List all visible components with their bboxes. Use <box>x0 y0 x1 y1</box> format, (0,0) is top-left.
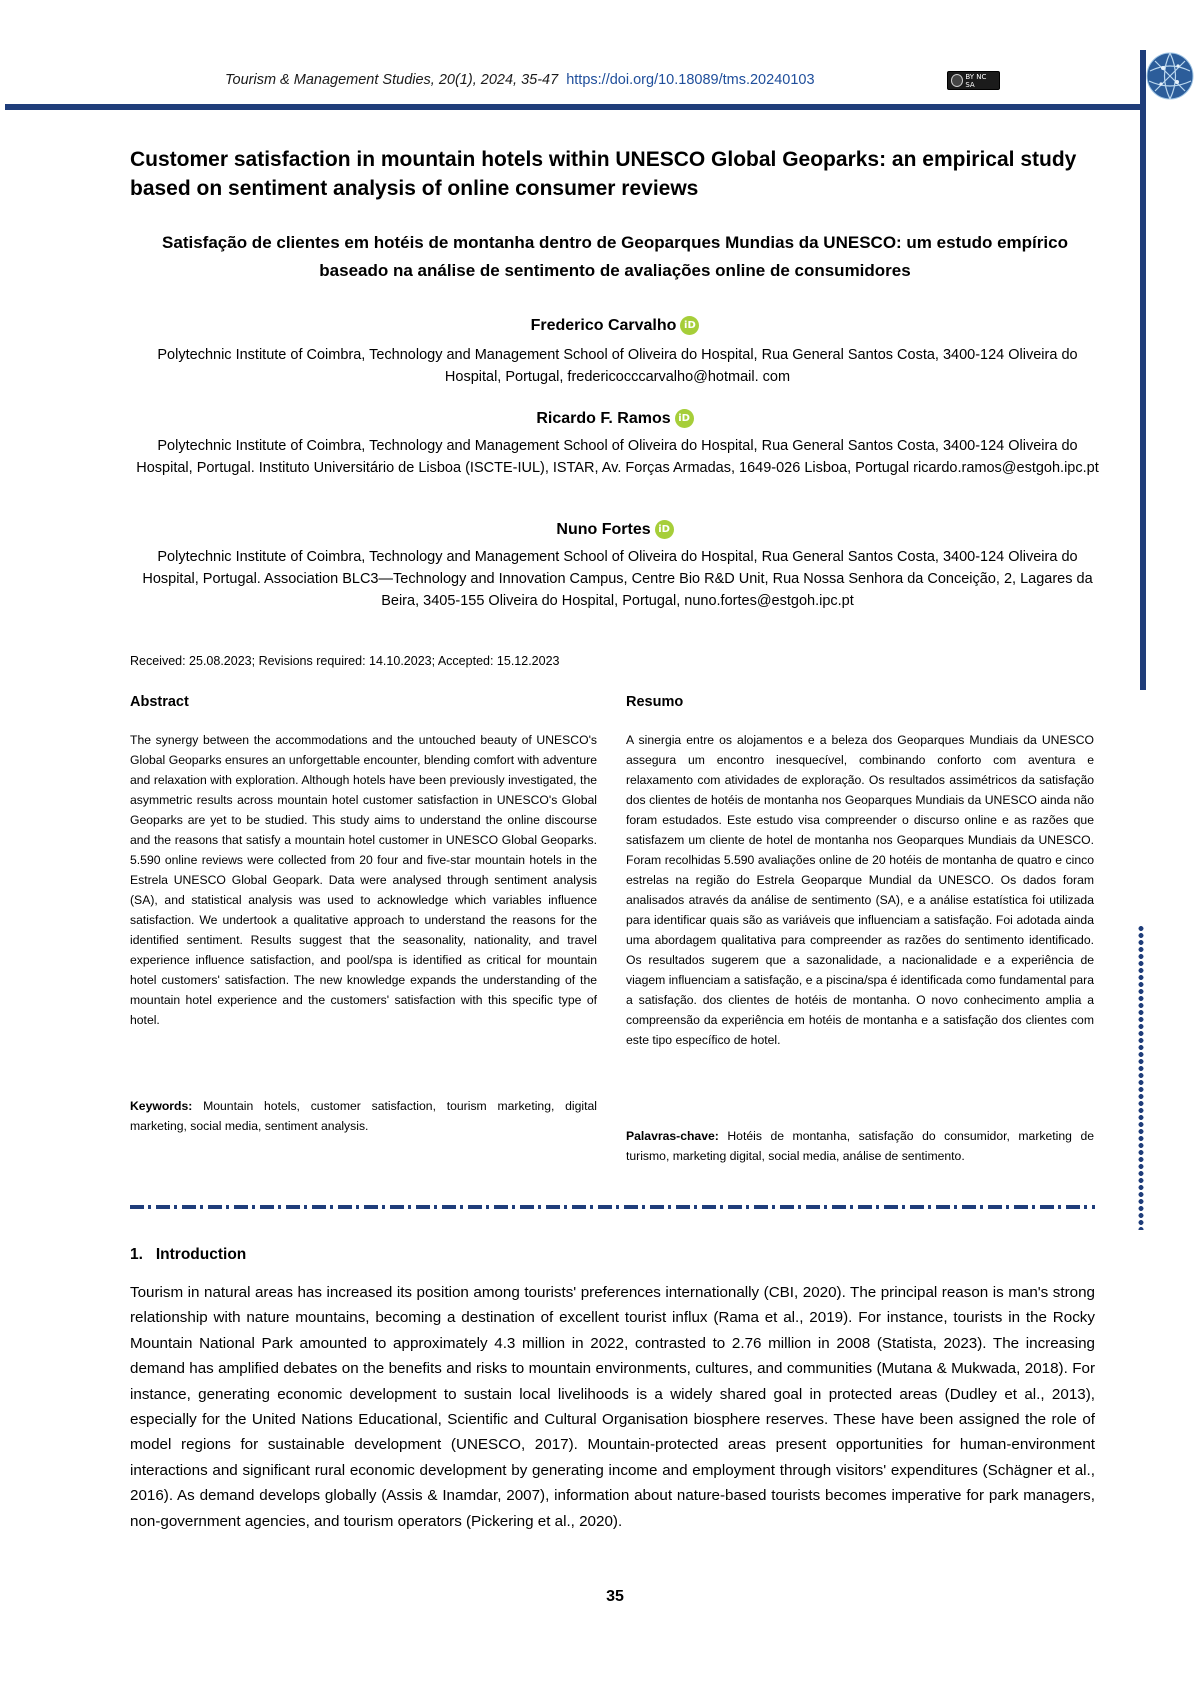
section-number: 1. <box>130 1246 143 1263</box>
abstract-heading: Abstract <box>130 694 189 710</box>
author-3-name: Nuno Fortes <box>556 521 651 538</box>
cc-license-icon[interactable] <box>947 71 1000 90</box>
palavras-chave <box>626 1126 1094 1166</box>
palavras-chave-text: Hotéis de montanha, satisfação do consumidor, marketing de turismo, marketing digital, social media, análise de sentimento. <box>626 1129 1095 1163</box>
author-name <box>0 316 1200 335</box>
paper-title: Customer satisfaction in mountain hotels within UNESCO Global Geoparks: an empirical study based on sentiment analysis of online consumer reviews <box>130 148 1077 200</box>
orcid-icon[interactable]: iD <box>680 316 699 335</box>
resumo-text: A sinergia entre os alojamentos e a beleza dos Geoparques Mundiais da UNESCO assegura um encontro inesquecível, combinando conforto com aventura e relaxamento com atividades de exploração. Os resultados assimétricos da satisfação dos clientes de hotéis de montanha nos Geoparques Mundiais da UNESCO ainda não foram estudados. Este estudo visa compreender o discurso online e as razões que satisfazem um cliente de hotel de montanha nos Geoparques Mundiais da UNESCO. Foram recolhidas 5.590 avaliações online de 20 hotéis de montanha de quatro e cinco estrelas na região do Estrela Geoparque Mundial da UNESCO. Os dados foram analisados através da análise de sentimento (SA), e a análise estatística foi utilizada para identificar quais são as variáveis que influenciam a satisfação. Foi adotada ainda uma abordagem qualitativa para compreender as razões do sentimento identificado. Os resultados sugerem que a sazonalidade, a nacionalidade e a experiência de viagem influenciam a satisfação, e a piscina/spa é identificada como fundamental para a satisfação. dos clientes de hotéis de montanha. O novo conhecimento amplia a compreensão da experiência em hotéis de montanha e a satisfação dos clientes com este tipo específico de hotel. <box>626 733 1094 1047</box>
running-header <box>225 72 815 88</box>
keywords-label: Keywords: <box>130 1099 193 1113</box>
author-3-affiliation: Polytechnic Institute of Coimbra, Technology and Management School of Oliveira do Hospital, Rua General Santos Costa, 3400-124 Oliveira do Hospital, Portugal. Association BLC3—Technology and Innovation Campus, Centre Bio R&D Unit, Rua Nossa Senhora da Conceição, 2, Lagares da Beira, 3405-155 Oliveira do Hospital, Portugal, nuno.fortes@estgoh.ipc.pt <box>142 549 1093 609</box>
keywords-text: Mountain hotels, customer satisfaction, tourism marketing, digital marketing, social media, sentiment analysis. <box>130 1099 597 1133</box>
dotted-rail <box>1138 925 1144 1230</box>
doi-link[interactable]: https://doi.org/10.18089/tms.20240103 <box>566 72 815 88</box>
abstract-text: The synergy between the accommodations and the untouched beauty of UNESCO's Global Geoparks ensures an unforgettable encounter, blending comfort with adventure and relaxation with exploration. Although hotels have been previously investigated, the asymmetric results across mountain hotel customer satisfaction in UNESCO's Global Geoparks are yet to be studied. This study aims to understand the online discourse and the reasons that satisfy a mountain hotel customer in UNESCO Global Geoparks. 5.590 online reviews were collected from 20 four and five-star mountain hotels in the Estrela UNESCO Global Geopark. Data were analysed through sentiment analysis (SA), and statistical analysis was used to acknowledge which variables influence satisfaction. We undertook a qualitative approach to understand the reasons for the identified sentiment. Results suggest that the seasonality, nationality, and travel experience influence satisfaction, and pool/spa is identified as critical for mountain hotel customers' satisfaction. The new knowledge expands the understanding of the mountain hotel experience and the customers' satisfaction with this specific type of hotel. <box>130 733 597 1027</box>
keywords <box>130 1096 597 1136</box>
cc-circle-icon <box>951 74 963 87</box>
author-name <box>0 409 1200 428</box>
introduction-paragraph: Tourism in natural areas has increased its position among tourists' preferences internationally (CBI, 2020). The principal reason is man's strong relationship with nature mountains, becoming a destination of excellent tourist influx (Rama et al., 2019). For instance, tourists in the Rocky Mountain National Park amounted to approximately 4.3 million in 2022, contrasted to 2.76 million in 2008 (Statista, 2023). The increasing demand has amplified debates on the benefits and risks to mountain environments, cultures, and communities (Mutana & Mukwada, 2018). For instance, generating economic development to sustain local livelihoods is a widely shared goal in protected areas (Dudley et al., 2013), especially for the United Nations Educational, Scientific and Cultural Organisation biosphere reserves. These have been assigned the role of model regions for sustainable development (UNESCO, 2017). Mountain-protected areas present opportunities for human-environment interactions and significant rural economic development by generating income and employment through visitors' expenditures (Schägner et al., 2016). As demand develops globally (Assis & Inamdar, 2007), information about nature-based tourists becomes imperative for park managers, non-government agencies, and tourism operators (Pickering et al., 2020). <box>130 1284 1095 1530</box>
journal-logo-icon <box>1145 51 1195 101</box>
cc-license-label: BY NC SA <box>965 72 987 89</box>
section-divider <box>130 1205 1095 1209</box>
orcid-icon[interactable]: iD <box>655 520 674 539</box>
resumo-heading: Resumo <box>626 694 684 710</box>
paper-subtitle: Satisfação de clientes em hotéis de montanha dentro de Geoparques Mundias da UNESCO: um estudo empírico baseado na análise de sentimento de avaliações online de consumidores <box>162 233 1068 280</box>
orcid-icon[interactable]: iD <box>675 409 694 428</box>
header-rule <box>5 104 1145 110</box>
author-2-name: Ricardo F. Ramos <box>536 410 671 427</box>
introduction-heading <box>130 1246 246 1264</box>
palavras-chave-label: Palavras-chave: <box>626 1129 719 1143</box>
page-number: 35 <box>606 1588 624 1605</box>
author-2-affiliation: Polytechnic Institute of Coimbra, Technology and Management School of Oliveira do Hospital, Rua General Santos Costa, 3400-124 Oliveira do Hospital, Portugal. Instituto Universitário de Lisboa (ISCTE-IUL), ISTAR, Av. Forças Armadas, 1649-026 Lisboa, Portugal ricardo.ramos@estgoh.ipc.pt <box>136 438 1099 476</box>
author-1-name: Frederico Carvalho <box>530 317 677 334</box>
journal-citation: Tourism & Management Studies, 20(1), 2024, 35-47 <box>225 72 559 88</box>
right-rail-bar <box>1140 50 1146 690</box>
author-name <box>0 520 1200 539</box>
section-title: Introduction <box>155 1246 247 1263</box>
author-1-affiliation: Polytechnic Institute of Coimbra, Technology and Management School of Oliveira do Hospital, Rua General Santos Costa, 3400-124 Oliveira do Hospital, Portugal, fredericocccarvalho@hotmail. com <box>157 347 1078 385</box>
submission-dates: Received: 25.08.2023; Revisions required: 14.10.2023; Accepted: 15.12.2023 <box>130 654 560 668</box>
